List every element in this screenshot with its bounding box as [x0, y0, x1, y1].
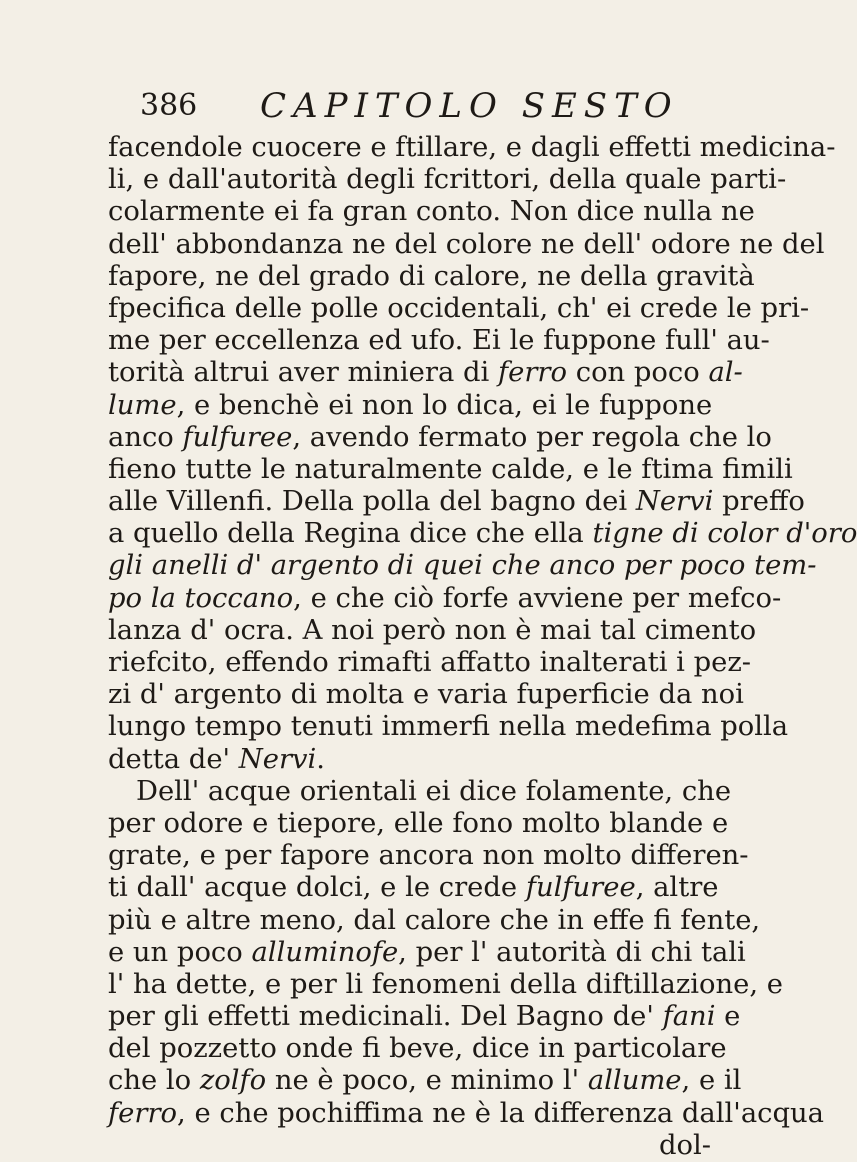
text-run: , e il [681, 1065, 742, 1097]
italic-text: zolfo [199, 1065, 267, 1097]
text-line [108, 711, 789, 743]
text-run: detta de' [108, 743, 239, 775]
italic-text: lume [108, 389, 177, 421]
text-run: . [316, 743, 326, 775]
text-line [108, 744, 711, 776]
text-line [108, 582, 782, 615]
text-run: , e che ciò forfe avviene per mefco- [293, 582, 782, 614]
text-line [108, 1097, 824, 1130]
text-run: colarmente ei fa gran conto. Non dice nulla ne [108, 196, 755, 228]
text-run: dell' abbondanza ne del colore ne dell' odore ne del [108, 228, 825, 260]
text-line [108, 904, 761, 937]
text-run: riefcito, effendo rimafti affatto inalterati i pez- [108, 647, 752, 678]
text-line [108, 325, 770, 357]
italic-text: po la toccano [108, 582, 294, 614]
text-run: del pozzetto onde fi beve, dice in particolare [108, 1033, 727, 1065]
text-run: lanza d' ocra. A noi però non è mai tal cimento [108, 614, 757, 646]
text-line [108, 292, 810, 325]
text-run: fapore, ne del grado di calore, ne della gravità [108, 260, 755, 292]
italic-text: ferro [497, 357, 568, 389]
text-run: , altre [635, 872, 719, 904]
text-line [108, 936, 746, 969]
italic-text: allume [587, 1065, 682, 1097]
text-run: e un poco [108, 936, 252, 968]
text-line [108, 1065, 742, 1097]
text-run: lungo tempo tenuti immerfi nella medefima polla [108, 711, 789, 743]
text-line [108, 132, 836, 164]
text-run: li, e dall'autorità degli fcrittori, della quale parti- [108, 164, 787, 196]
text-run: torità altrui aver miniera di [108, 357, 498, 389]
italic-text: tigne di color d'oro [592, 518, 857, 550]
text-line [108, 1001, 741, 1033]
text-run: alle Villenfi. Della polla del bagno dei [108, 486, 636, 518]
text-run: dol- [658, 1129, 711, 1161]
text-line [108, 421, 772, 454]
text-line [108, 196, 755, 228]
italic-text: gli anelli d' argento di quei che anco per poco tem- [108, 550, 817, 582]
running-title: CAPITOLO SESTO [260, 86, 679, 126]
text-line [108, 647, 752, 679]
text-run: anco [108, 421, 183, 453]
text-line [108, 390, 711, 422]
running-header [140, 88, 700, 128]
text-run: , avendo fermato per regola che lo [292, 421, 772, 453]
text-run: , e che pochiffima ne è la differenza dall'acqua [177, 1097, 824, 1129]
text-run: con poco [567, 357, 709, 389]
text-run: grate, e per fapore ancora non molto differen- [108, 840, 749, 872]
italic-text: fulfuree [525, 872, 636, 904]
text-line [108, 614, 757, 647]
text-run: l' ha dette, e per li fenomeni della diftillazione, e [108, 968, 784, 1000]
text-line [108, 260, 755, 293]
body-text [108, 132, 857, 1162]
text-line [108, 518, 857, 550]
text-line [108, 679, 744, 711]
text-run: per gli effetti medicinali. Del Bagno de' [108, 1001, 663, 1033]
text-line [108, 164, 787, 196]
text-line [108, 486, 805, 518]
italic-text: Nervi [238, 743, 317, 775]
italic-text: alluminofe [251, 936, 399, 968]
text-run: fpecifica delle polle occidentali, ch' ei crede le pri- [108, 292, 810, 324]
text-run: , e benchè ei non lo dica, ei le fuppone [176, 389, 713, 421]
italic-text: fani [662, 1001, 716, 1033]
text-run: e [715, 1001, 741, 1033]
text-line [108, 550, 817, 582]
text-run: , per l' autorità di chi tali [398, 936, 746, 968]
text-line [108, 453, 793, 486]
text-line [108, 228, 825, 261]
text-line [108, 1033, 727, 1065]
text-run: Dell' acque orientali ei dice folamente, che [136, 775, 732, 807]
text-run: me per eccellenza ed ufo. Ei le fuppone full' au- [108, 325, 770, 357]
text-line [108, 1130, 711, 1162]
text-line [108, 775, 732, 808]
text-run: a quello della Regina dice che ella [108, 518, 593, 550]
text-line [108, 357, 743, 389]
italic-text: fulfuree [182, 421, 293, 453]
text-line [108, 807, 729, 840]
text-run: zi d' argento di molta e varia fuperficie da noi [108, 679, 744, 711]
text-run: per odore e tiepore, elle fono molto blande e [108, 807, 729, 839]
text-run: più e altre meno, dal calore che in effe fi fente, [108, 904, 761, 936]
italic-text: ferro [108, 1097, 178, 1129]
page-number: 386 [140, 88, 198, 123]
text-run: ne è poco, e minimo l' [266, 1065, 588, 1097]
text-run: preffo [713, 486, 805, 518]
text-run: che lo [108, 1065, 200, 1097]
text-run: ti dall' acque dolci, e le crede [108, 872, 526, 904]
text-line [108, 840, 749, 872]
text-run: fieno tutte le naturalmente calde, e le ftima fimili [108, 453, 793, 485]
text-run: facendole cuocere e ftillare, e dagli effetti medicina- [108, 132, 836, 163]
italic-text: al- [708, 357, 743, 389]
text-line [108, 968, 784, 1001]
text-line [108, 872, 719, 904]
italic-text: Nervi [635, 486, 714, 518]
